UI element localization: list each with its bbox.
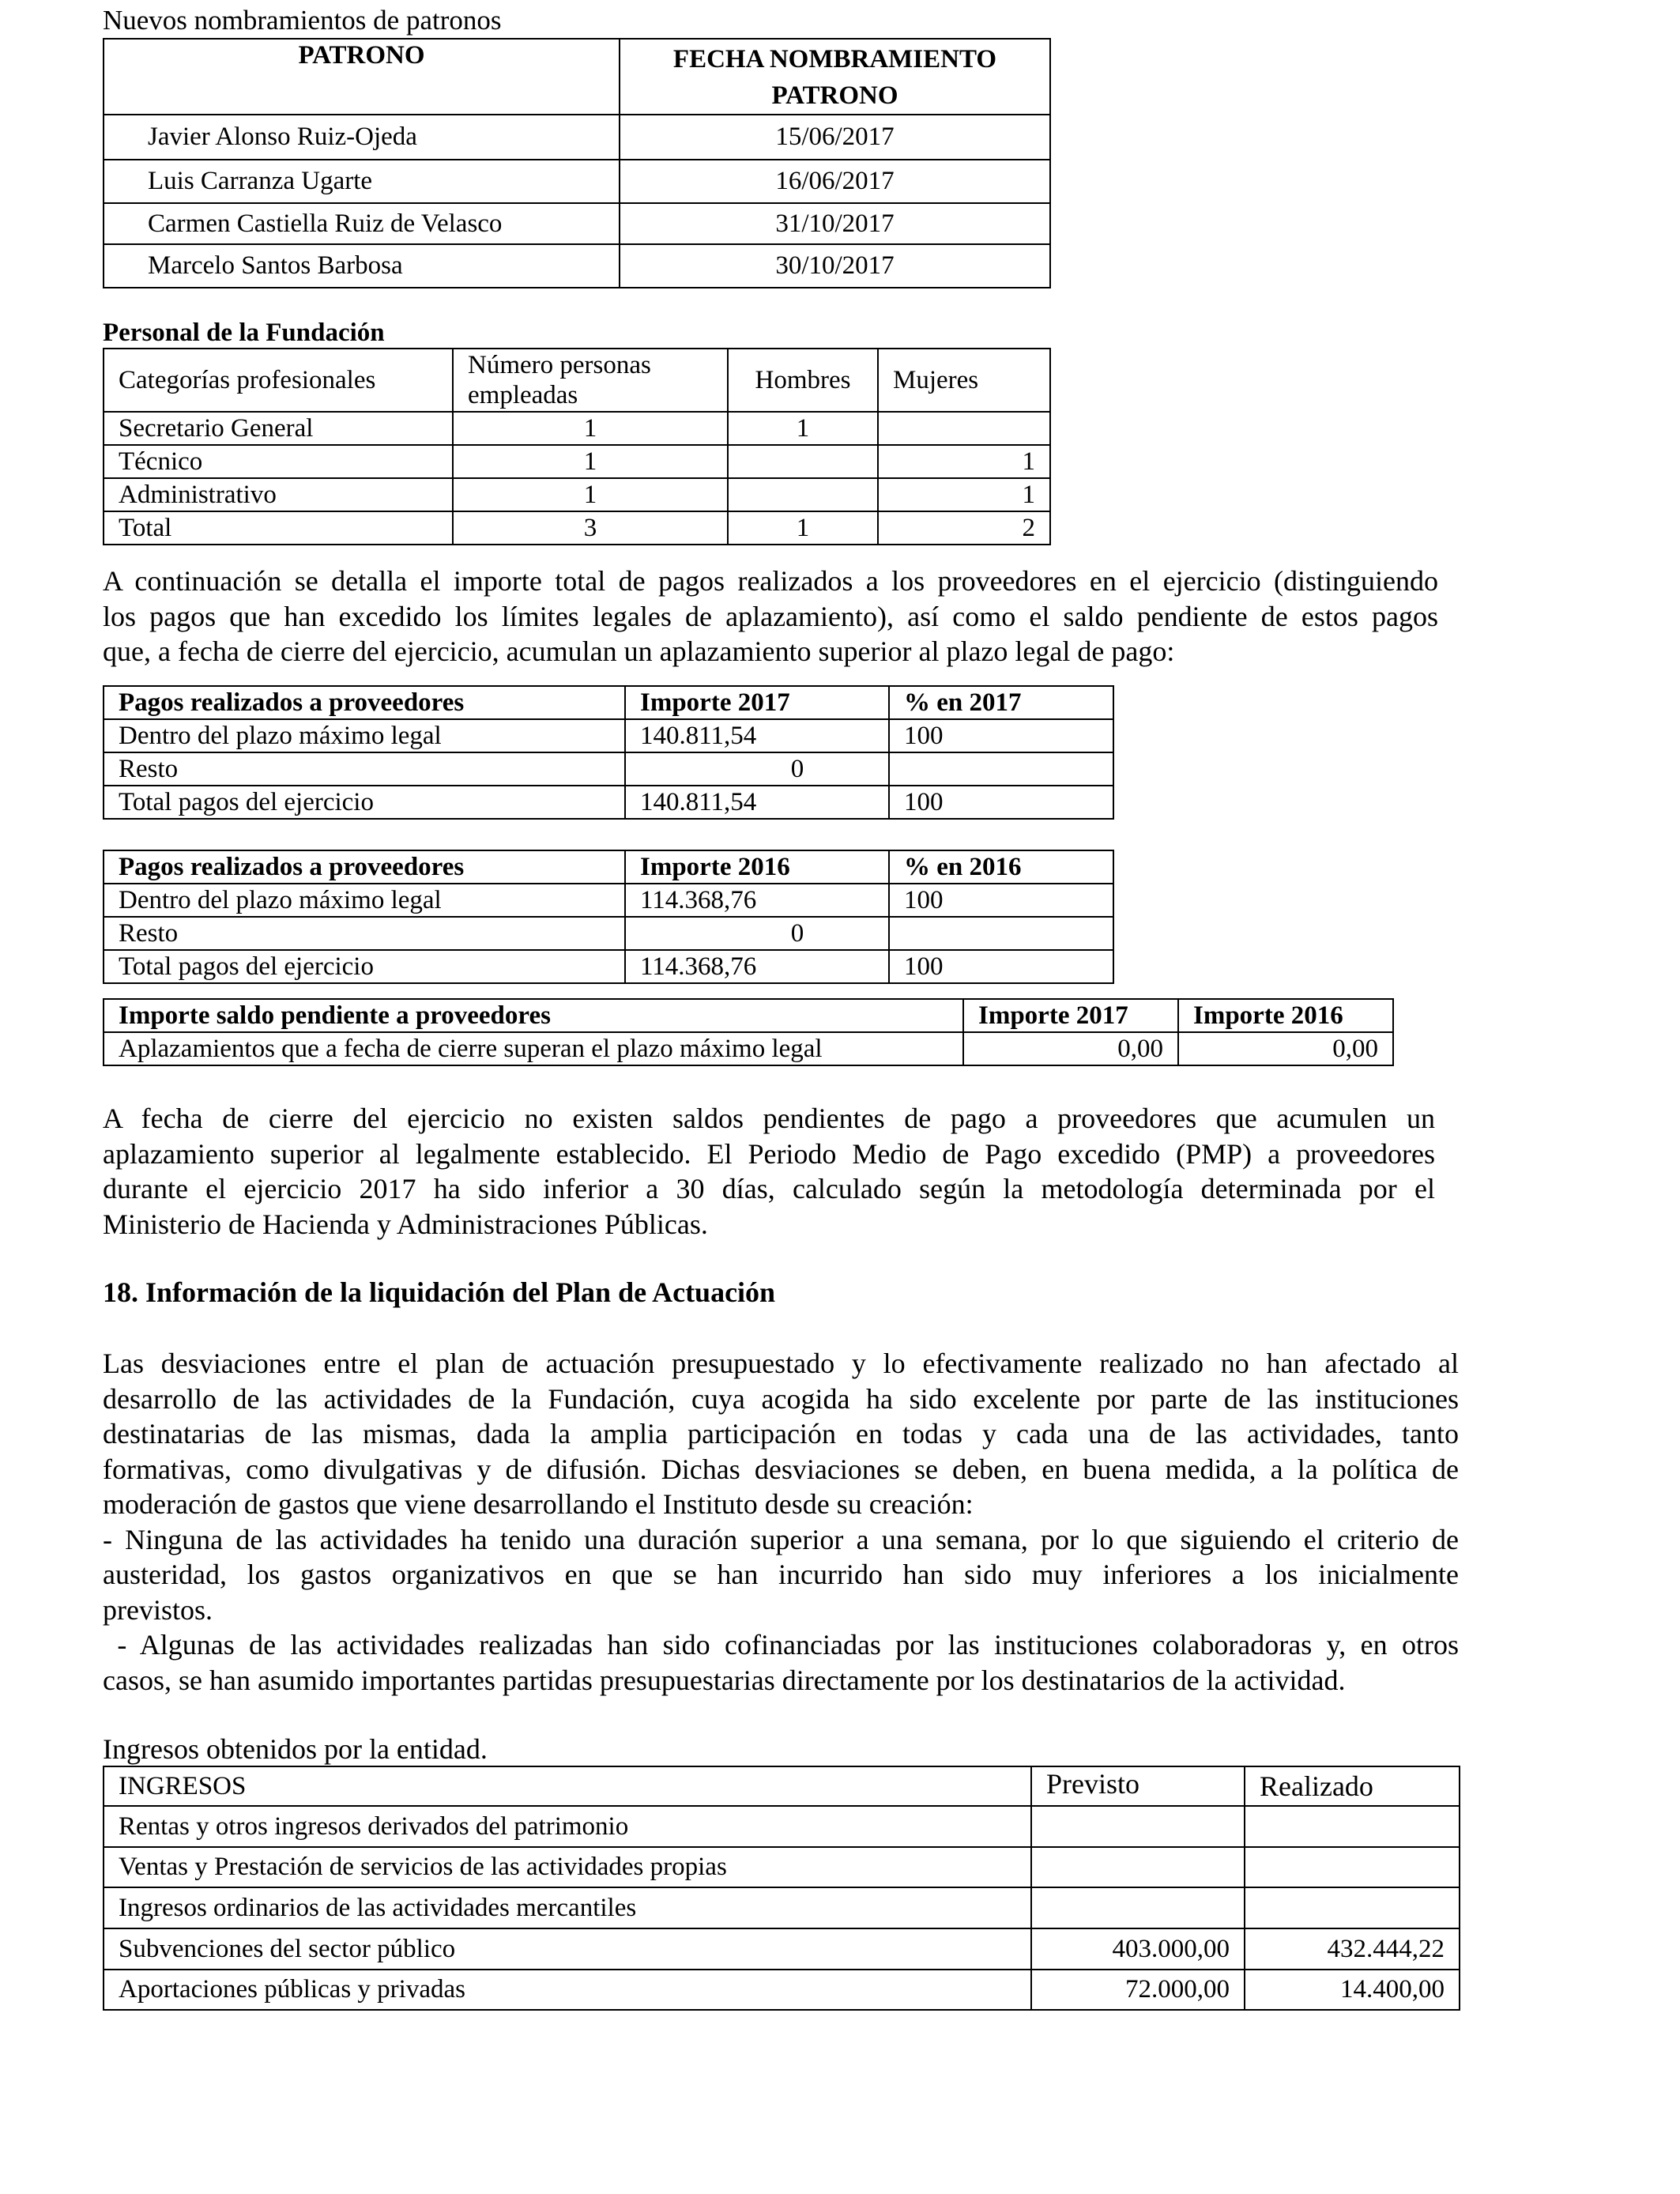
table-row <box>104 719 1113 752</box>
table-header-row <box>104 686 1113 719</box>
table-header-row <box>104 39 1050 115</box>
table-cell: 140.811,54 <box>625 719 889 752</box>
table-cell: 2 <box>878 511 1050 545</box>
table-cell <box>1245 1806 1460 1847</box>
table-cell: Aportaciones públicas y privadas <box>104 1970 1031 2010</box>
table-cell: Dentro del plazo máximo legal <box>104 719 625 752</box>
table-header-row <box>104 349 1050 412</box>
paragraph-line: durante el ejercicio 2017 ha sido inferior a 30 días, calculado según la metodología determinada por el <box>103 1173 1435 1204</box>
personal-title: Personal de la Fundación <box>103 319 385 347</box>
table-row <box>104 478 1050 511</box>
table-cell: 31/10/2017 <box>620 203 1050 244</box>
header-cell: Hombres <box>728 349 878 412</box>
table-row <box>104 950 1113 983</box>
table-row <box>104 1806 1460 1847</box>
table-cell <box>889 752 1113 786</box>
table-cell: Ventas y Prestación de servicios de las actividades propias <box>104 1847 1031 1887</box>
table-cell: 1 <box>728 511 878 545</box>
table-cell: Marcelo Santos Barbosa <box>104 244 620 288</box>
table-cell: 100 <box>889 719 1113 752</box>
table-cell: 0,00 <box>963 1032 1178 1065</box>
pagos-2017-table <box>103 685 1114 820</box>
header-cell: Importe saldo pendiente a proveedores <box>104 999 963 1032</box>
table-row <box>104 1887 1460 1928</box>
table-cell: 403.000,00 <box>1031 1928 1245 1970</box>
table-cell: 3 <box>453 511 728 545</box>
table-cell: 1 <box>878 445 1050 478</box>
table-cell: Resto <box>104 917 625 950</box>
table-row <box>104 917 1113 950</box>
table-header-row <box>104 999 1393 1032</box>
table-cell: 16/06/2017 <box>620 160 1050 203</box>
header-line: PATRONO <box>771 81 898 110</box>
paragraph-line: que, a fecha de cierre del ejercicio, acumulan un aplazamiento superior al plazo legal de pago: <box>103 635 1175 667</box>
header-cell: Pagos realizados a proveedores <box>104 850 625 884</box>
header-cell: Importe 2016 <box>1178 999 1393 1032</box>
table-cell <box>728 478 878 511</box>
table-cell: 1 <box>453 445 728 478</box>
table-cell <box>1245 1847 1460 1887</box>
pmp-paragraph <box>103 1101 1435 1242</box>
table-cell: Secretario General <box>104 412 453 445</box>
table-row <box>104 1970 1460 2010</box>
saldo-table <box>103 998 1394 1066</box>
table-row <box>104 244 1050 288</box>
table-cell: 0 <box>625 917 889 950</box>
table-header-row <box>104 1766 1460 1806</box>
personal-table <box>103 348 1051 545</box>
table-row <box>104 115 1050 160</box>
table-row <box>104 511 1050 545</box>
section-heading: 18. Información de la liquidación del Plan de Actuación <box>103 1276 776 1308</box>
table-header-row <box>104 850 1113 884</box>
header-cell: Importe 2016 <box>625 850 889 884</box>
table-cell: 114.368,76 <box>625 884 889 917</box>
paragraph-line: previstos. <box>103 1593 213 1626</box>
ingresos-table <box>103 1766 1460 2011</box>
table-cell: 100 <box>889 950 1113 983</box>
table-cell: 0,00 <box>1178 1032 1393 1065</box>
header-cell: Pagos realizados a proveedores <box>104 686 625 719</box>
header-cell <box>620 39 1050 115</box>
table-cell: Rentas y otros ingresos derivados del patrimonio <box>104 1806 1031 1847</box>
table-cell: 1 <box>453 478 728 511</box>
paragraph-line: Ministerio de Hacienda y Administraciones Públicas. <box>103 1208 708 1240</box>
table-row <box>104 752 1113 786</box>
table-cell: Resto <box>104 752 625 786</box>
table-row <box>104 203 1050 244</box>
header-cell: % en 2017 <box>889 686 1113 719</box>
patronos-title: Nuevos nombramientos de patronos <box>103 5 502 36</box>
table-cell <box>1031 1887 1245 1928</box>
table-cell: Total pagos del ejercicio <box>104 950 625 983</box>
paragraph-line: moderación de gastos que viene desarrollando el Instituto desde su creación: <box>103 1488 974 1520</box>
intro-paragraph <box>103 564 1438 669</box>
paragraph-line: los pagos que han excedido los límites legales de aplazamiento), así como el saldo pendiente de estos pagos <box>103 600 1438 632</box>
table-cell: 1 <box>878 478 1050 511</box>
table-cell: 140.811,54 <box>625 786 889 819</box>
table-cell: 0 <box>625 752 889 786</box>
patronos-table <box>103 38 1051 288</box>
header-cell: INGRESOS <box>104 1766 1031 1806</box>
table-cell: Técnico <box>104 445 453 478</box>
table-cell: 30/10/2017 <box>620 244 1050 288</box>
table-row <box>104 786 1113 819</box>
paragraph-line: aplazamiento superior al legalmente establecido. El Periodo Medio de Pago excedido (PMP) a proveedores <box>103 1137 1435 1170</box>
table-cell: Luis Carranza Ugarte <box>104 160 620 203</box>
table-row <box>104 1847 1460 1887</box>
table-cell: 14.400,00 <box>1245 1970 1460 2010</box>
table-row <box>104 445 1050 478</box>
table-row <box>104 160 1050 203</box>
header-line: Número personas <box>468 351 651 379</box>
table-row <box>104 412 1050 445</box>
paragraph-line: - Algunas de las actividades realizadas han sido cofinanciadas por las instituciones colaboradoras y, en otros <box>103 1629 1459 1661</box>
paragraph-line: Las desviaciones entre el plan de actuación presupuestado y lo efectivamente realizado no han afectado al <box>103 1348 1459 1379</box>
header-line: empleadas <box>468 381 578 409</box>
table-cell <box>1245 1887 1460 1928</box>
table-cell: Administrativo <box>104 478 453 511</box>
ingresos-title: Ingresos obtenidos por la entidad. <box>103 1733 488 1765</box>
header-cell: Importe 2017 <box>963 999 1178 1032</box>
paragraph-line: destinatarias de las mismas, dada la amplia participación en todas y cada una de las actividades, tanto <box>103 1418 1459 1449</box>
table-cell <box>878 412 1050 445</box>
paragraph-line: A fecha de cierre del ejercicio no existen saldos pendientes de pago a proveedores que acumulen un <box>103 1103 1435 1134</box>
table-cell: Javier Alonso Ruiz-Ojeda <box>104 115 620 160</box>
header-cell: PATRONO <box>104 39 620 115</box>
table-cell: 72.000,00 <box>1031 1970 1245 2010</box>
paragraph-line: austeridad, los gastos organizativos en que se han incurrido han sido muy inferiores a los inicialmente <box>103 1559 1459 1590</box>
header-cell: Importe 2017 <box>625 686 889 719</box>
paragraph-line: desarrollo de las actividades de la Fundación, cuya acogida ha sido excelente por parte de las instituciones <box>103 1382 1459 1415</box>
table-cell: 432.444,22 <box>1245 1928 1460 1970</box>
table-cell: 114.368,76 <box>625 950 889 983</box>
paragraph-line: formativas, como divulgativas y de difusión. Dichas desviaciones se deben, en buena medida, a la política de <box>103 1453 1459 1485</box>
table-cell: 100 <box>889 786 1113 819</box>
table-cell: 100 <box>889 884 1113 917</box>
header-line: FECHA NOMBRAMIENTO <box>672 45 997 74</box>
table-cell: Total pagos del ejercicio <box>104 786 625 819</box>
table-cell <box>1031 1806 1245 1847</box>
table-cell: Subvenciones del sector público <box>104 1928 1031 1970</box>
header-cell: Categorías profesionales <box>104 349 453 412</box>
table-cell: Carmen Castiella Ruiz de Velasco <box>104 203 620 244</box>
table-cell <box>1031 1847 1245 1887</box>
table-cell: Aplazamientos que a fecha de cierre superan el plazo máximo legal <box>104 1032 963 1065</box>
header-cell: % en 2016 <box>889 850 1113 884</box>
header-cell: Previsto <box>1031 1766 1245 1806</box>
paragraph-line: casos, se han asumido importantes partidas presupuestarias directamente por los destinatarios de la actividad. <box>103 1664 1346 1696</box>
paragraph-line: A continuación se detalla el importe total de pagos realizados a los proveedores en el ejercicio (distinguiendo <box>103 565 1438 597</box>
table-cell: Ingresos ordinarios de las actividades mercantiles <box>104 1887 1031 1928</box>
table-cell: 1 <box>453 412 728 445</box>
pagos-2016-table <box>103 850 1114 984</box>
table-cell: 1 <box>728 412 878 445</box>
table-row <box>104 884 1113 917</box>
section18-paragraph <box>103 1346 1459 1698</box>
table-cell <box>728 445 878 478</box>
header-cell <box>453 349 728 412</box>
table-row <box>104 1928 1460 1970</box>
table-cell: 15/06/2017 <box>620 115 1050 160</box>
table-cell <box>889 917 1113 950</box>
table-row <box>104 1032 1393 1065</box>
paragraph-line: - Ninguna de las actividades ha tenido una duración superior a una semana, por lo que siguiendo el criterio de <box>103 1523 1459 1555</box>
header-cell: Mujeres <box>878 349 1050 412</box>
header-cell: Realizado <box>1245 1766 1460 1806</box>
table-cell: Dentro del plazo máximo legal <box>104 884 625 917</box>
table-cell: Total <box>104 511 453 545</box>
